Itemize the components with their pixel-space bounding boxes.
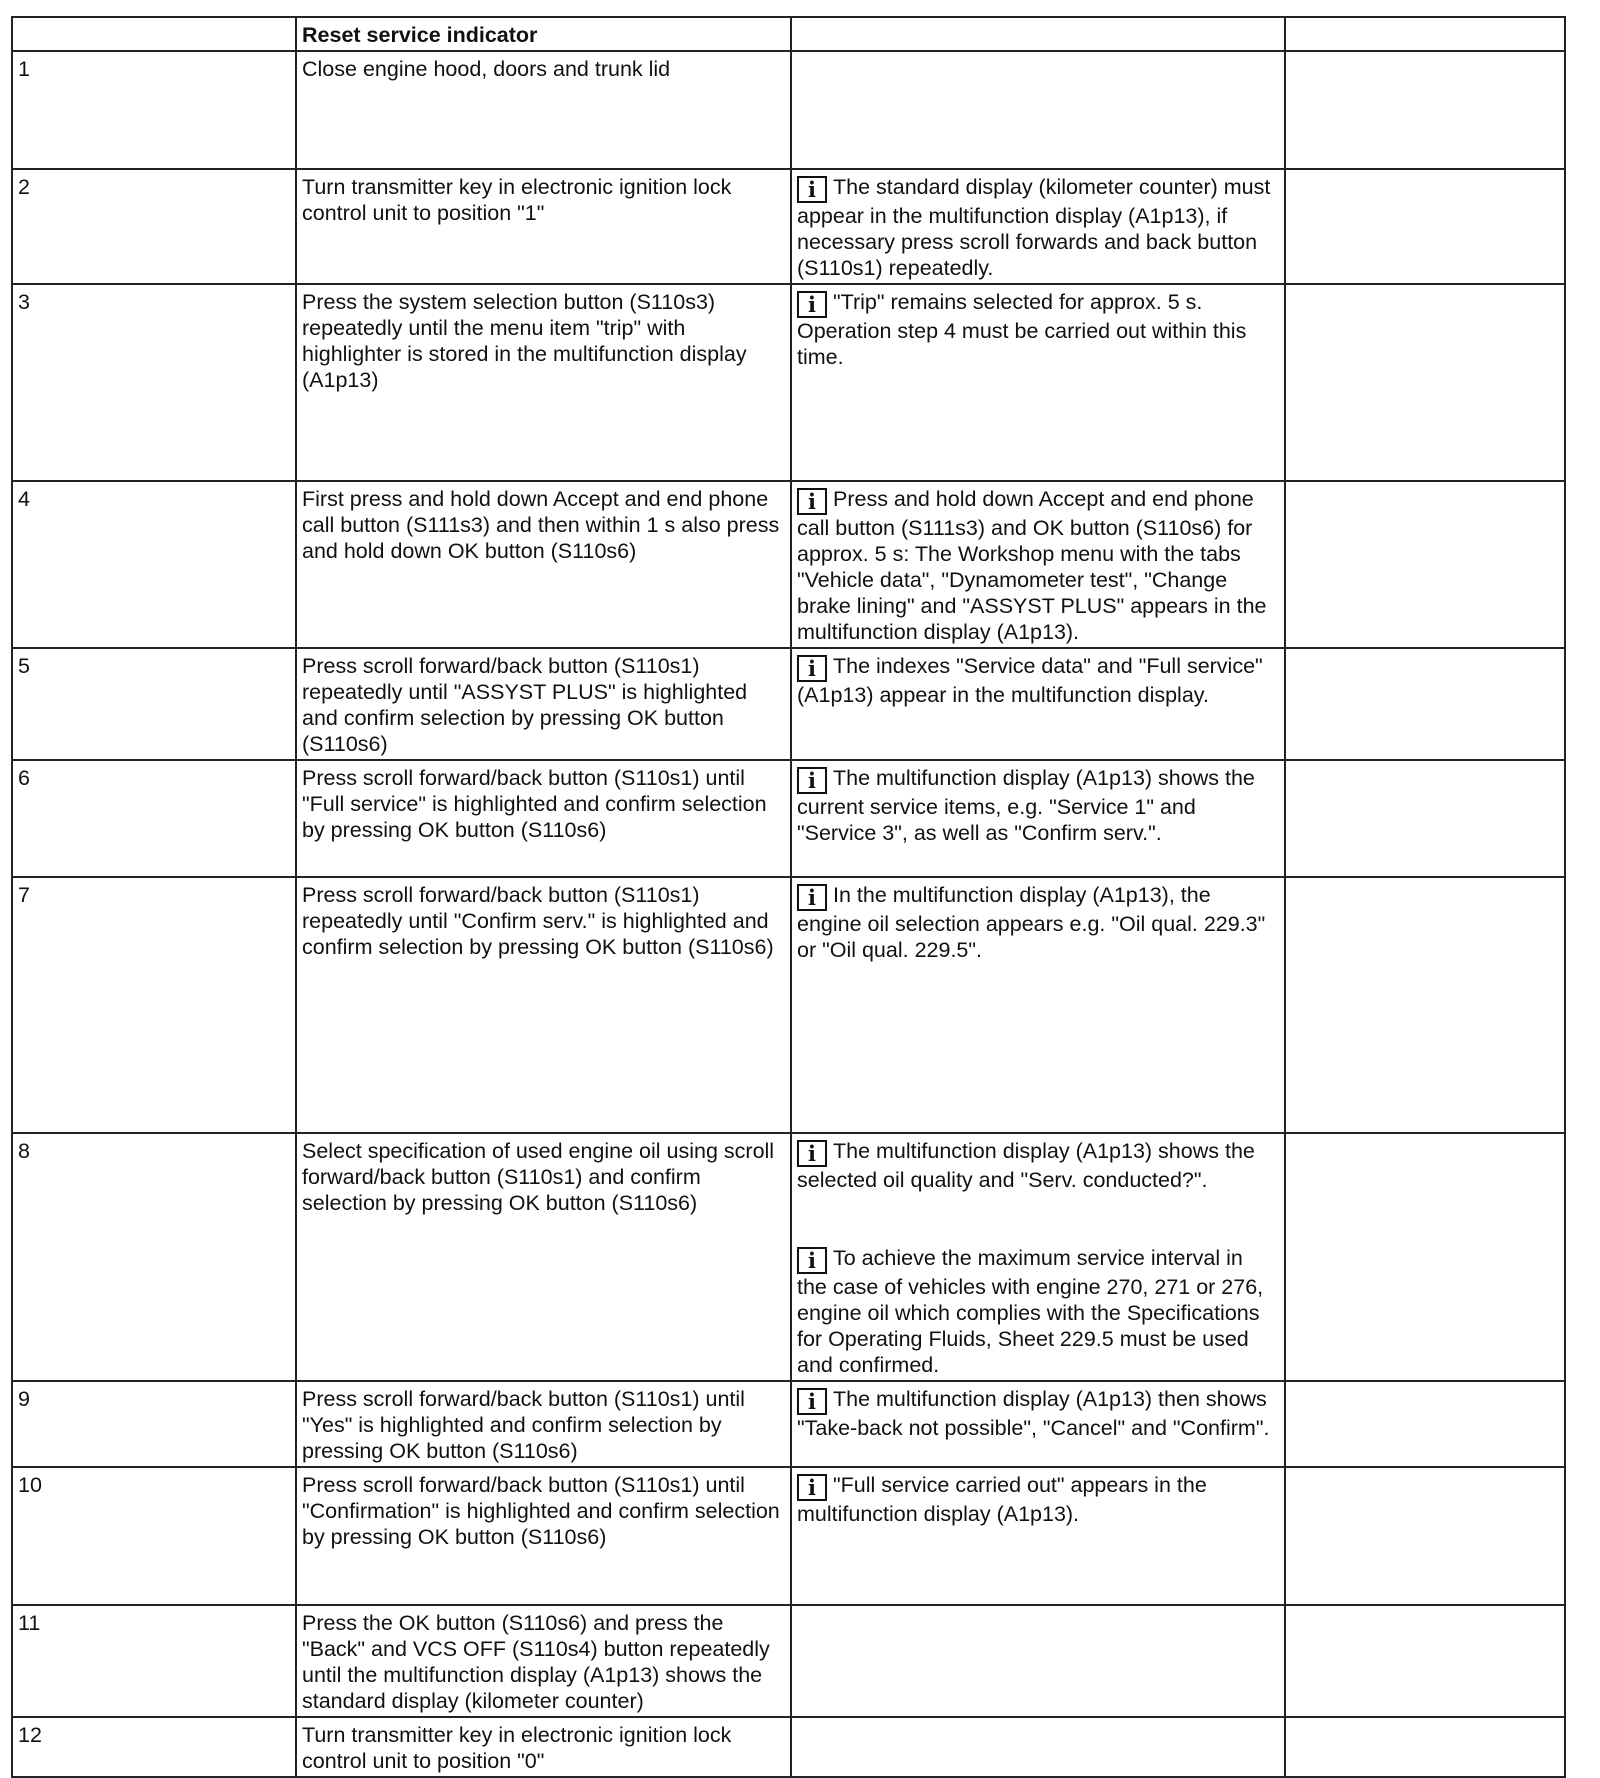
info-icon: i (797, 884, 827, 911)
step-notes (791, 648, 1285, 760)
step-row (12, 284, 1565, 481)
step-row (12, 648, 1565, 760)
step-row (12, 51, 1565, 169)
step-notes (791, 1467, 1285, 1605)
info-icon: i (797, 1247, 827, 1274)
step-action: Press the system selection button (S110s3) repeatedly until the menu item "trip" with highlighter is stored in the multifunction display (A1p13) (296, 284, 791, 481)
step-row (12, 169, 1565, 284)
step-number: 12 (12, 1717, 296, 1777)
step-notes (791, 760, 1285, 877)
step-number: 1 (12, 51, 296, 169)
header-notes-cell (791, 17, 1285, 51)
step-notes (791, 169, 1285, 284)
step-notes (791, 481, 1285, 648)
step-number: 2 (12, 169, 296, 284)
info-note (797, 653, 1278, 708)
step-extra-cell (1285, 1605, 1565, 1717)
step-action: Close engine hood, doors and trunk lid (296, 51, 791, 169)
step-row (12, 877, 1565, 1133)
step-extra-cell (1285, 481, 1565, 648)
step-extra-cell (1285, 648, 1565, 760)
step-number: 3 (12, 284, 296, 481)
step-notes (791, 1133, 1285, 1381)
step-number: 5 (12, 648, 296, 760)
step-action: Turn transmitter key in electronic ignition lock control unit to position "1" (296, 169, 791, 284)
info-icon: i (797, 488, 827, 515)
step-extra-cell (1285, 877, 1565, 1133)
step-notes (791, 1605, 1285, 1717)
info-note-text: "Full service carried out" appears in the multifunction display (A1p13). (797, 1473, 1207, 1526)
info-icon: i (797, 1140, 827, 1167)
step-number: 11 (12, 1605, 296, 1717)
step-notes (791, 51, 1285, 169)
step-number: 9 (12, 1381, 296, 1467)
info-note (797, 1138, 1278, 1193)
header-number-cell (12, 17, 296, 51)
step-row (12, 1133, 1565, 1381)
info-note-text: The indexes "Service data" and "Full service" (A1p13) appear in the multifunction display. (797, 654, 1263, 707)
step-notes (791, 1381, 1285, 1467)
step-row (12, 760, 1565, 877)
info-note-text: To achieve the maximum service interval in the case of vehicles with engine 270, 271 or 276, engine oil which complies with the Specifications for Operating Fluids, Sheet 229.5 must be used and confirmed. (797, 1246, 1264, 1377)
info-icon: i (797, 767, 827, 794)
step-action: Turn transmitter key in electronic ignition lock control unit to position "0" (296, 1717, 791, 1777)
info-icon: i (797, 176, 827, 203)
step-number: 10 (12, 1467, 296, 1605)
info-note-text: "Trip" remains selected for approx. 5 s. Operation step 4 must be carried out within this time. (797, 290, 1247, 369)
step-extra-cell (1285, 1133, 1565, 1381)
step-notes (791, 1717, 1285, 1777)
step-action: Select specification of used engine oil using scroll forward/back button (S110s1) and confirm selection by pressing OK button (S110s6) (296, 1133, 791, 1381)
table-body (12, 17, 1565, 1777)
info-note (797, 289, 1278, 370)
header-extra-cell (1285, 17, 1565, 51)
info-icon: i (797, 291, 827, 318)
step-number: 6 (12, 760, 296, 877)
header-row (12, 17, 1565, 51)
step-notes (791, 877, 1285, 1133)
step-notes (791, 284, 1285, 481)
service-reset-table (11, 16, 1566, 1778)
info-icon: i (797, 655, 827, 682)
step-extra-cell (1285, 169, 1565, 284)
step-row (12, 481, 1565, 648)
step-number: 4 (12, 481, 296, 648)
step-action: Press scroll forward/back button (S110s1) until "Yes" is highlighted and confirm selection by pressing OK button (S110s6) (296, 1381, 791, 1467)
step-action: Press scroll forward/back button (S110s1) until "Full service" is highlighted and confirm selection by pressing OK button (S110s6) (296, 760, 791, 877)
info-note (797, 1245, 1278, 1378)
info-icon: i (797, 1474, 827, 1501)
step-extra-cell (1285, 51, 1565, 169)
step-row (12, 1717, 1565, 1777)
info-note-text: The standard display (kilometer counter) must appear in the multifunction display (A1p13), if necessary press scroll forwards and back button (S110s1) repeatedly. (797, 175, 1271, 280)
info-note-text: In the multifunction display (A1p13), the engine oil selection appears e.g. "Oil qual. 229.3" or "Oil qual. 229.5". (797, 883, 1266, 962)
info-note (797, 486, 1278, 645)
step-row (12, 1467, 1565, 1605)
step-action: Press scroll forward/back button (S110s1) until "Confirmation" is highlighted and confirm selection by pressing OK button (S110s6) (296, 1467, 791, 1605)
info-note-text: The multifunction display (A1p13) shows the current service items, e.g. "Service 1" and "Service 3", as well as "Confirm serv.". (797, 766, 1255, 845)
step-row (12, 1381, 1565, 1467)
table-title: Reset service indicator (296, 17, 791, 51)
step-row (12, 1605, 1565, 1717)
step-extra-cell (1285, 284, 1565, 481)
info-icon: i (797, 1388, 827, 1415)
step-action: Press scroll forward/back button (S110s1) repeatedly until "ASSYST PLUS" is highlighted and confirm selection by pressing OK button (S110s6) (296, 648, 791, 760)
info-note (797, 882, 1278, 963)
info-note-text: The multifunction display (A1p13) shows the selected oil quality and "Serv. conducted?". (797, 1139, 1255, 1192)
step-extra-cell (1285, 1467, 1565, 1605)
info-note-text: Press and hold down Accept and end phone call button (S111s3) and OK button (S110s6) for approx. 5 s: The Workshop menu with the tabs "Vehicle data", "Dynamometer test", "Change brake lining" and "ASSYST PLUS" appears in the multifunction display (A1p13). (797, 487, 1267, 644)
info-note-text: The multifunction display (A1p13) then shows "Take-back not possible", "Cancel" and "Confirm". (797, 1387, 1270, 1440)
step-action: Press scroll forward/back button (S110s1) repeatedly until "Confirm serv." is highlighted and confirm selection by pressing OK button (S110s6) (296, 877, 791, 1133)
step-extra-cell (1285, 1717, 1565, 1777)
info-note (797, 174, 1278, 281)
step-action: Press the OK button (S110s6) and press the "Back" and VCS OFF (S110s4) button repeatedly until the multifunction display (A1p13) shows the standard display (kilometer counter) (296, 1605, 791, 1717)
info-note (797, 1472, 1278, 1527)
step-action: First press and hold down Accept and end phone call button (S111s3) and then within 1 s also press and hold down OK button (S110s6) (296, 481, 791, 648)
info-note (797, 1386, 1278, 1441)
step-extra-cell (1285, 760, 1565, 877)
step-number: 7 (12, 877, 296, 1133)
step-number: 8 (12, 1133, 296, 1381)
step-extra-cell (1285, 1381, 1565, 1467)
info-note (797, 765, 1278, 846)
